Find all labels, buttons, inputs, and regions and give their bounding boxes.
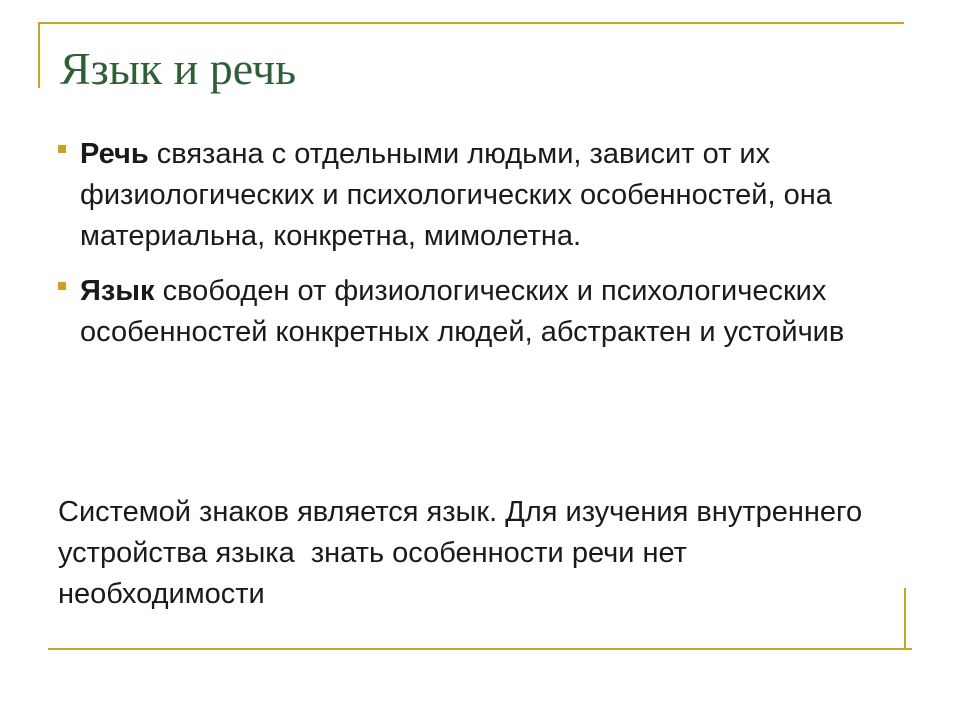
bullet-item-language [58,271,918,353]
bullet-body: связана с отдельными людьми, зависит от их физиологических и психологических особенностей, она материальна, конкретна, мимолетна. [80,138,832,252]
square-bullet-icon [58,282,66,290]
frame-left-line [38,22,40,88]
bullet-item-speech [58,134,918,257]
frame-bottom-line [48,648,912,650]
conclusion-text: Системой знаков является язык. Для изучения внутреннего устройства языка знать особенности речи нет необходимости [58,496,879,610]
square-bullet-icon [58,145,66,153]
bullet-term: Речь [80,138,149,170]
frame-right-line [904,588,906,650]
frame-top-line [38,22,904,24]
bullet-term: Язык [80,275,155,307]
bullet-list [58,134,918,367]
bullet-text [80,134,840,257]
bullet-text [80,271,910,353]
bullet-body: свободен от физиологических и психологических особенностей конкретных людей, абстрактен и устойчив [80,275,845,348]
slide-title: Язык и речь [60,43,297,94]
